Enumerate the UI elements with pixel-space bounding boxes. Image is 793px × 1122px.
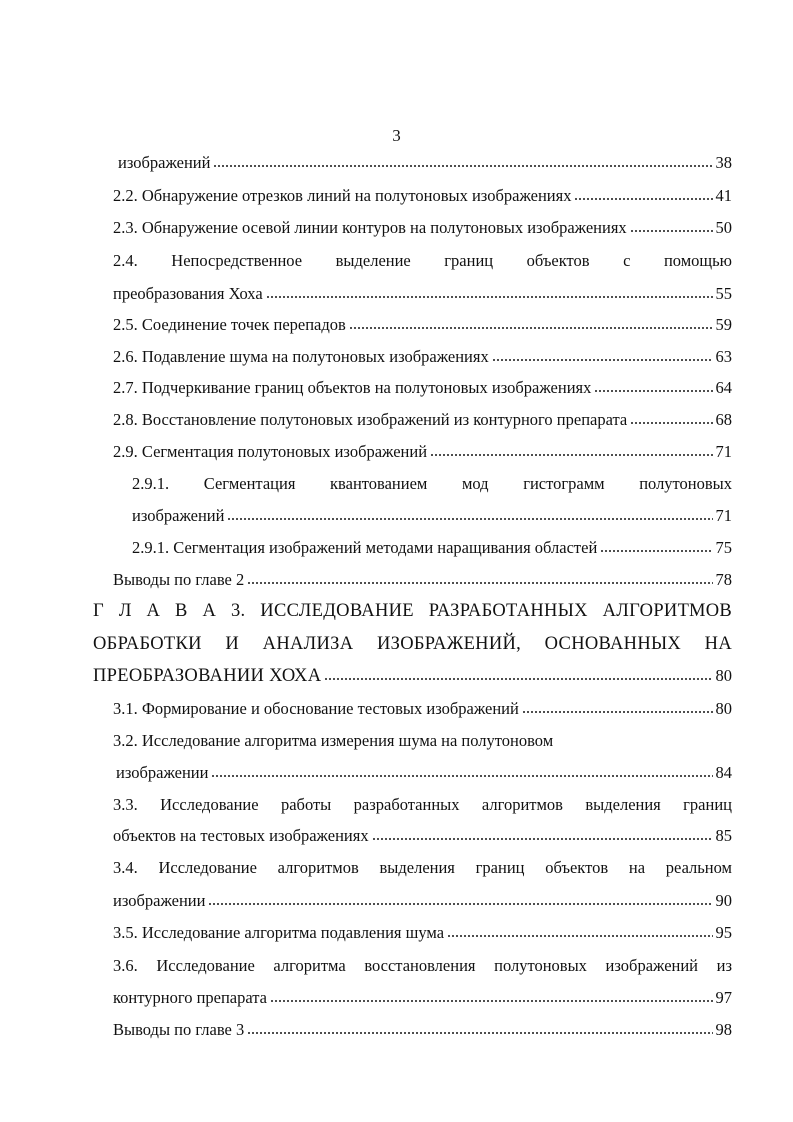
leader-dots — [447, 923, 712, 938]
toc-entry-4-line1[interactable]: 2.4. Непосредственное выделение границ объектов с помощью — [113, 251, 732, 270]
toc-entry-16-line1[interactable]: 3.3. Исследование работы разработанных алгоритмов выделения границ — [113, 795, 732, 814]
leader-dots — [430, 442, 712, 457]
toc-entry-10-line1[interactable]: 2.9.1. Сегментация квантованием мод гистограмм полутоновых — [132, 474, 732, 493]
toc-entry-page: 64 — [715, 378, 732, 397]
toc-entry-1[interactable] — [118, 153, 732, 173]
toc-entry-page: 38 — [715, 153, 732, 172]
leader-dots — [208, 891, 712, 906]
toc-entry-20[interactable] — [113, 1020, 732, 1040]
toc-entry-11[interactable] — [132, 538, 732, 558]
toc-entry-9[interactable] — [113, 442, 732, 462]
toc-entry-title: Выводы по главе 2 — [113, 570, 245, 589]
toc-entry-title: 3.1. Формирование и обоснование тестовых изображений — [113, 699, 519, 718]
toc-entry-15[interactable] — [116, 763, 732, 783]
toc-entry-16[interactable] — [113, 826, 732, 846]
leader-dots — [600, 538, 712, 553]
leader-dots — [266, 284, 713, 299]
toc-entry-18[interactable] — [113, 923, 732, 943]
toc-entry-12[interactable] — [113, 570, 732, 590]
toc-entry-page: 71 — [715, 506, 732, 525]
leader-dots — [630, 218, 713, 233]
toc-entry-title: изображении — [113, 891, 206, 910]
toc-entry-page: 85 — [715, 826, 732, 845]
toc-entry-page: 78 — [715, 570, 732, 589]
toc-entry-page: 95 — [715, 923, 732, 942]
toc-entry-page: 98 — [715, 1020, 732, 1039]
toc-entry-2[interactable] — [113, 186, 732, 206]
toc-entry-title: изображении — [116, 763, 209, 782]
toc-entry-title: преобразования Хоха — [113, 284, 263, 303]
toc-entry-title: 3.5. Исследование алгоритма подавления шума — [113, 923, 445, 942]
leader-dots — [492, 347, 713, 362]
toc-entry-10[interactable] — [132, 506, 732, 526]
toc-entry-17[interactable] — [113, 891, 732, 911]
toc-entry-title: 2.9. Сегментация полутоновых изображений — [113, 442, 428, 461]
leader-dots — [574, 186, 712, 201]
toc-entry-page: 50 — [715, 218, 732, 237]
chapter-3-line1[interactable]: Г Л А В А 3. ИССЛЕДОВАНИЕ РАЗРАБОТАННЫХ АЛГОРИТМОВ — [93, 601, 732, 621]
toc-entry-title: изображений — [118, 153, 211, 172]
toc-entry-17-line1[interactable]: 3.4. Исследование алгоритмов выделения границ объектов на реальном — [113, 858, 732, 877]
toc-entry-title: 2.9.1. Сегментация изображений методами наращивания областей — [132, 538, 598, 557]
toc-entry-title: 2.7. Подчеркивание границ объектов на полутоновых изображениях — [113, 378, 592, 397]
toc-entry-page: 41 — [715, 186, 732, 205]
leader-dots — [594, 378, 712, 393]
toc-entry-title: 2.6. Подавление шума на полутоновых изображениях — [113, 347, 489, 366]
toc-entry-3[interactable] — [113, 218, 732, 238]
toc-entry-title: 2.2. Обнаружение отрезков линий на полутоновых изображениях — [113, 186, 572, 205]
toc-entry-19-line1[interactable]: 3.6. Исследование алгоритма восстановления полутоновых изображений из — [113, 956, 732, 975]
toc-entry-page: 55 — [715, 284, 732, 303]
leader-dots — [522, 699, 713, 714]
leader-dots — [324, 666, 712, 681]
toc-entry-page: 84 — [715, 763, 732, 782]
toc-entry-7[interactable] — [113, 378, 732, 398]
toc-entry-page: 59 — [715, 315, 732, 334]
toc-entry-page: 75 — [715, 538, 732, 557]
toc-entry-5[interactable] — [113, 315, 732, 335]
toc-entry-title: контурного препарата — [113, 988, 268, 1007]
toc-entry-6[interactable] — [113, 347, 732, 367]
leader-dots — [630, 410, 712, 425]
leader-dots — [213, 153, 712, 168]
toc-entry-page: 68 — [715, 410, 732, 429]
toc-entry-title: 2.5. Соединение точек перепадов — [113, 315, 346, 334]
leader-dots — [247, 1020, 712, 1035]
toc-entry-8[interactable] — [113, 410, 732, 430]
page-number: 3 — [392, 126, 401, 145]
toc-entry-title: 2.8. Восстановление полутоновых изображений из контурного препарата — [113, 410, 628, 429]
leader-dots — [372, 826, 713, 841]
toc-entry-page: 80 — [715, 699, 732, 718]
toc-entry-page: 71 — [715, 442, 732, 461]
toc-entry-title: ПРЕОБРАЗОВАНИИ ХОХА — [93, 666, 322, 686]
leader-dots — [227, 506, 712, 521]
toc-entry-4[interactable] — [113, 284, 732, 304]
toc-entry-title: Выводы по главе 3 — [113, 1020, 245, 1039]
leader-dots — [270, 988, 712, 1003]
chapter-3[interactable] — [93, 666, 732, 686]
chapter-3-line2[interactable]: ОБРАБОТКИ И АНАЛИЗА ИЗОБРАЖЕНИЙ, ОСНОВАННЫХ НА — [93, 634, 732, 654]
toc-entry-page: 80 — [715, 666, 732, 685]
toc-entry-title: изображений — [132, 506, 225, 525]
toc-entry-page: 63 — [715, 347, 732, 366]
toc-entry-title: объектов на тестовых изображениях — [113, 826, 369, 845]
toc-entry-page: 97 — [715, 988, 732, 1007]
toc-entry-page: 90 — [715, 891, 732, 910]
toc-entry-14[interactable] — [113, 699, 732, 719]
leader-dots — [349, 315, 713, 330]
leader-dots — [247, 570, 712, 585]
toc-entry-19[interactable] — [113, 988, 732, 1008]
toc-entry-15-line1[interactable]: 3.2. Исследование алгоритма измерения шума на полутоновом — [113, 731, 554, 750]
leader-dots — [211, 763, 712, 778]
toc-entry-title: 2.3. Обнаружение осевой линии контуров на полутоновых изображениях — [113, 218, 627, 237]
